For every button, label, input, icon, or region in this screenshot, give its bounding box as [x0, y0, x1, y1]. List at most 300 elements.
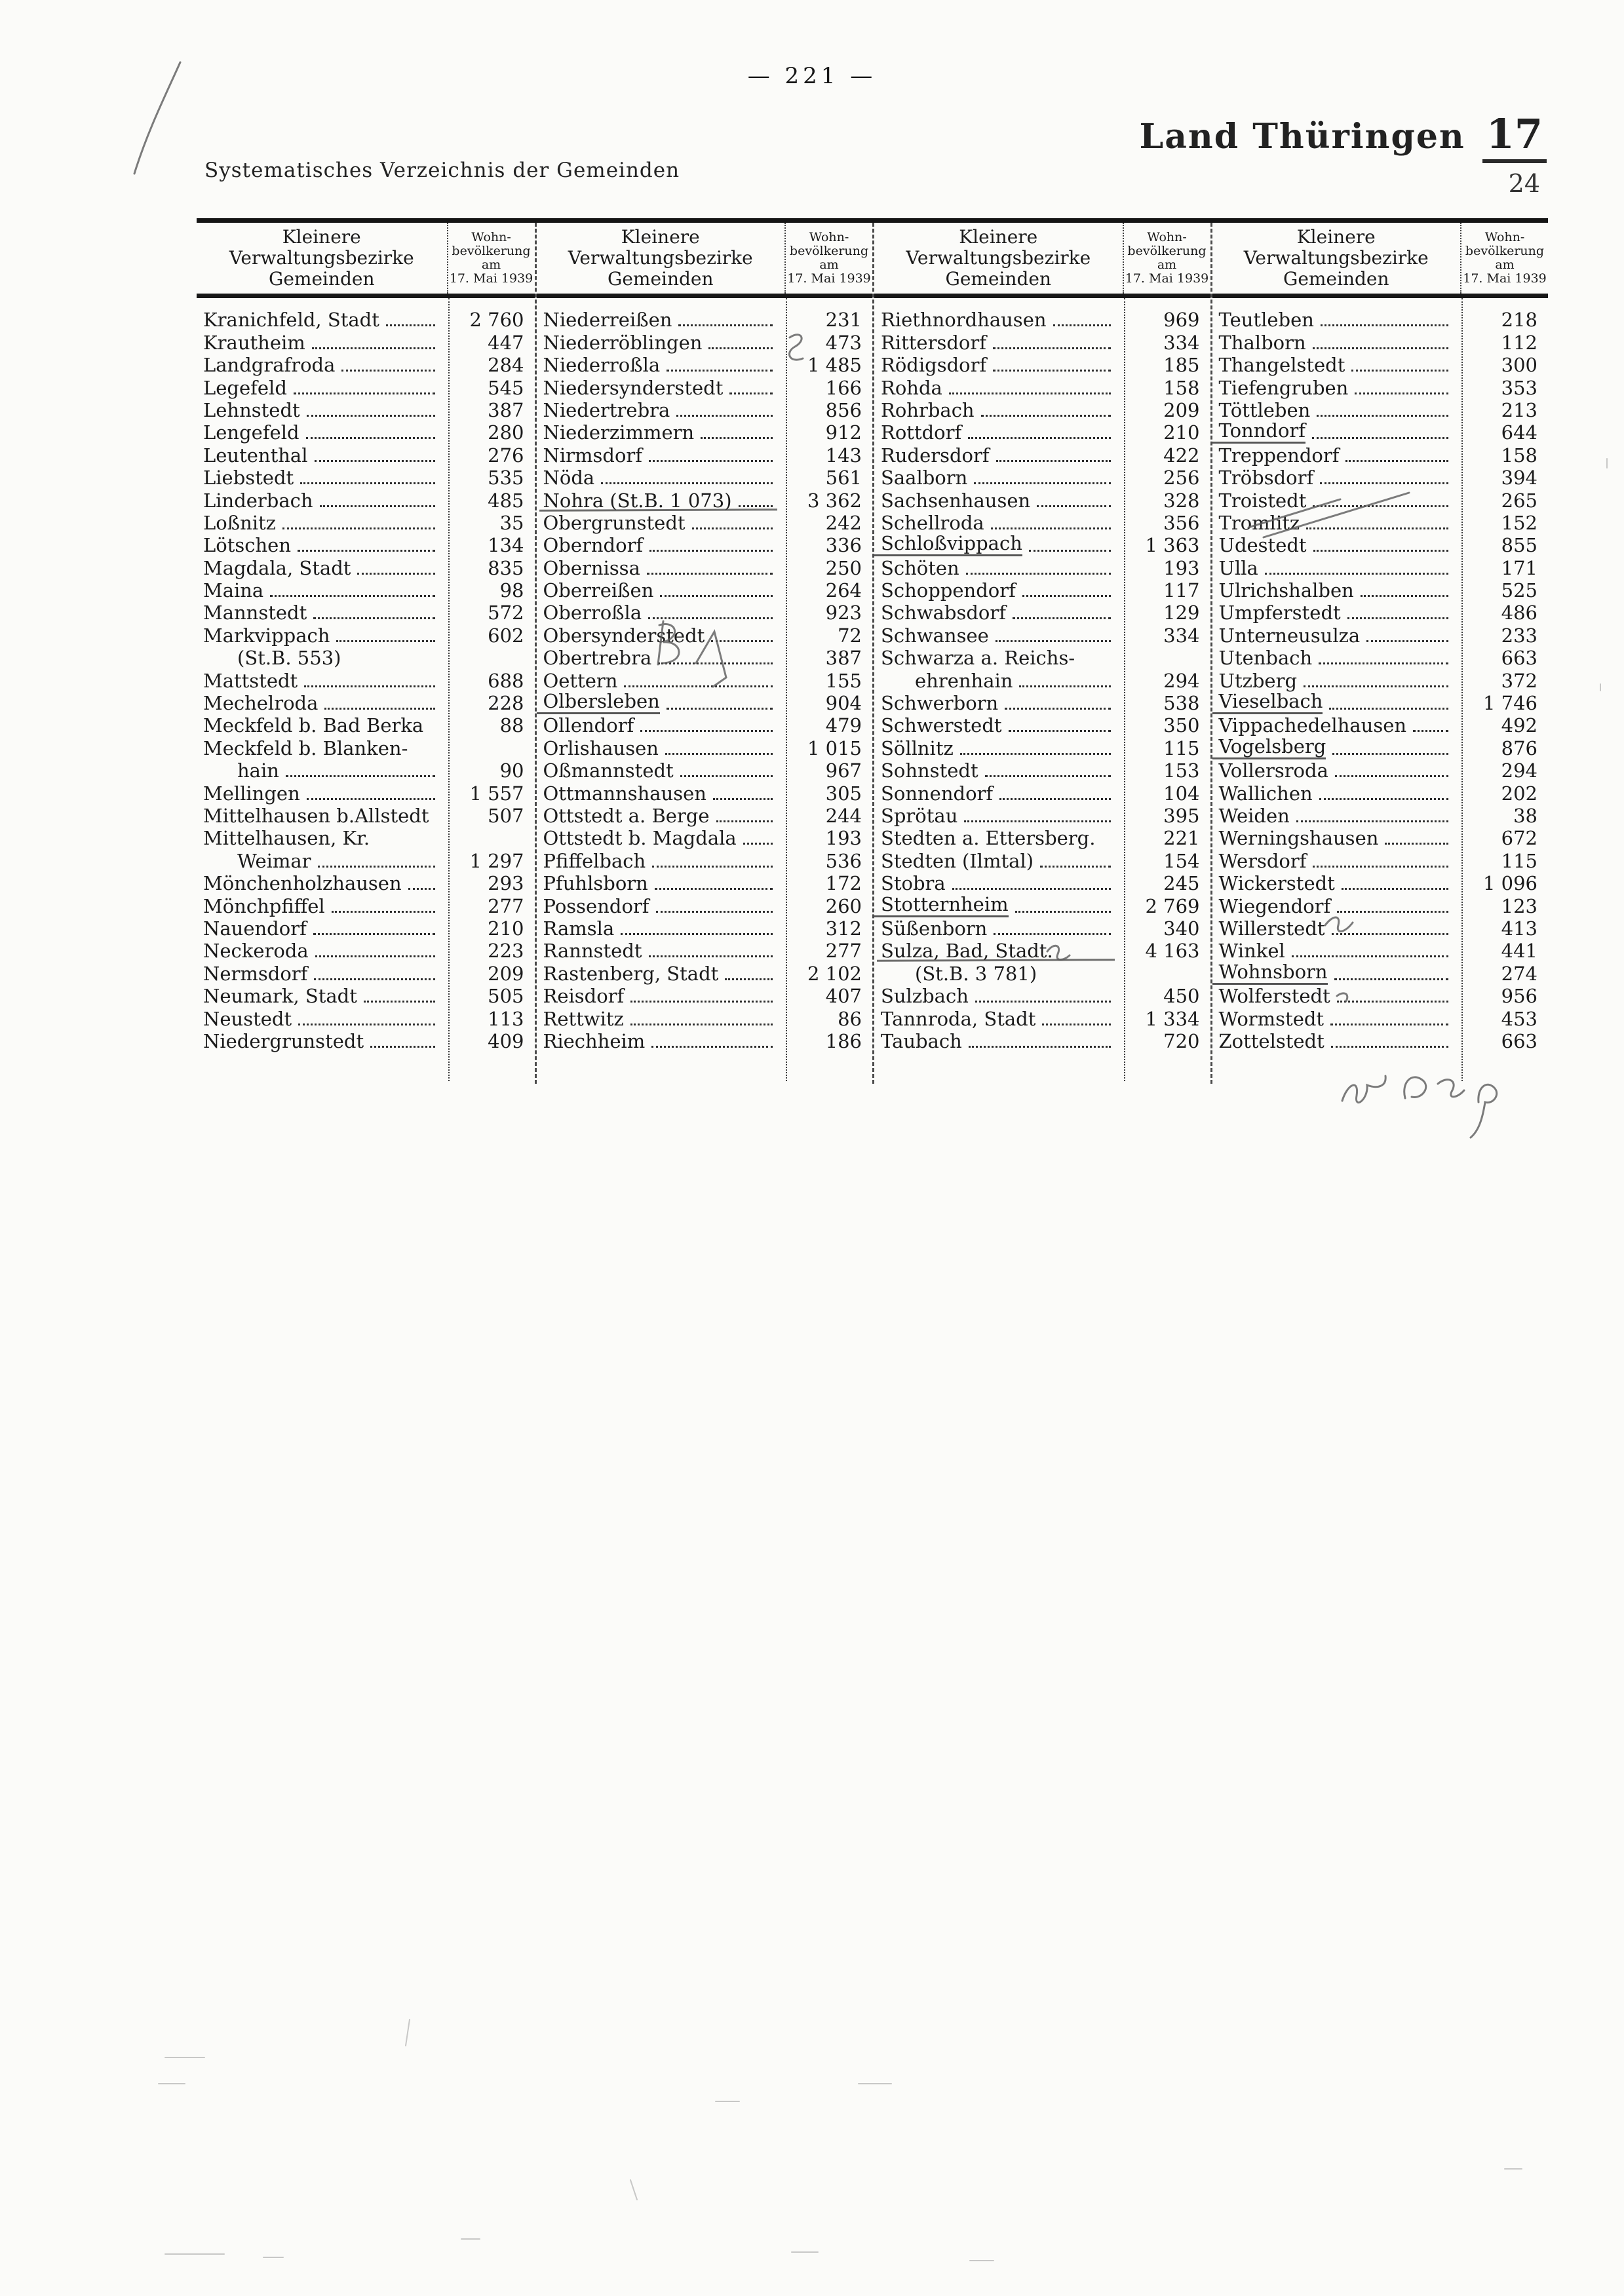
- dot-leader: [1337, 983, 1448, 1003]
- dot-leader: [711, 622, 773, 642]
- population-value: 525: [1501, 579, 1537, 602]
- population-value: 967: [825, 759, 862, 782]
- dot-leader: [960, 735, 1111, 755]
- population-value: 305: [825, 782, 862, 805]
- gemeinde-name: Weimar: [237, 849, 311, 872]
- gemeinde-name: Mönchpfiffel: [203, 894, 325, 917]
- dot-leader: [981, 397, 1111, 417]
- group-rows: [197, 298, 535, 1052]
- dot-leader: [1331, 1028, 1448, 1048]
- dot-leader: [1335, 757, 1448, 777]
- table-row: [1212, 624, 1549, 646]
- population-value: 129: [1163, 602, 1200, 624]
- gemeinde-name: Mechelroda: [203, 692, 319, 715]
- gemeinde-name: Winkel: [1218, 940, 1285, 963]
- dot-leader: [1330, 1006, 1448, 1025]
- gemeinde-name: Oberroßla: [543, 602, 642, 624]
- population-value: 904: [825, 692, 862, 715]
- dot-leader: [1313, 488, 1448, 507]
- population-value: 277: [488, 894, 524, 917]
- population-value: 602: [488, 624, 524, 647]
- dot-leader: [725, 961, 773, 980]
- gemeinde-name: Meckfeld b. Blanken-: [203, 737, 408, 759]
- table-row: [874, 872, 1210, 894]
- population-value: 294: [1501, 759, 1537, 782]
- header-line: bevölkerung: [789, 244, 869, 258]
- table-row: [197, 1007, 535, 1029]
- table-row: [197, 737, 535, 759]
- gemeinde-name: Magdala, Stadt: [203, 556, 351, 579]
- population-value: 453: [1501, 1007, 1537, 1030]
- gemeinde-name: Niedergrunstedt: [203, 1029, 364, 1052]
- table-row: [197, 444, 535, 466]
- dot-leader: [665, 735, 773, 755]
- gemeinde-name: Taubach: [881, 1029, 962, 1052]
- gemeinde-name: Pfiffelbach: [543, 849, 646, 872]
- gemeinde-name: Ottmannshausen: [543, 782, 706, 805]
- population-value: 394: [1501, 467, 1537, 489]
- scan-noise-4: [1600, 459, 1607, 691]
- gemeinde-name: Linderbach: [203, 489, 313, 512]
- table-row: [1212, 1030, 1549, 1052]
- dot-leader: [952, 870, 1111, 890]
- population-value: 328: [1163, 489, 1200, 512]
- population-value: 210: [1163, 421, 1200, 444]
- population-value: 38: [1513, 804, 1537, 827]
- table-row: [537, 669, 873, 691]
- table-row: [874, 421, 1210, 444]
- column-group-4: [1210, 223, 1549, 1084]
- dot-leader: [1313, 848, 1448, 868]
- dot-leader: [996, 442, 1111, 462]
- dot-leader: [1361, 577, 1448, 597]
- table-row: [197, 962, 535, 984]
- dot-leader: [678, 307, 773, 326]
- population-value: 193: [825, 827, 862, 850]
- gemeinde-name: Werningshausen: [1218, 827, 1379, 850]
- gemeinde-name: Tromlitz: [1218, 511, 1300, 534]
- header-gemeinden: [1212, 223, 1461, 294]
- gemeinde-name: Ottstedt b. Magdala: [543, 827, 737, 850]
- table-row: [197, 1030, 535, 1052]
- gemeinde-name: Mittelhausen b.Allstedt: [203, 804, 429, 827]
- dot-leader: [370, 1028, 435, 1048]
- dot-leader: [312, 330, 435, 349]
- table-row: [197, 872, 535, 894]
- population-value: 112: [1501, 331, 1537, 354]
- population-value: 172: [825, 872, 862, 895]
- gemeinde-name: Willerstedt: [1218, 917, 1325, 940]
- dot-leader: [1042, 1006, 1110, 1025]
- population-value: 185: [1163, 354, 1200, 377]
- gemeinde-name: Markvippach: [203, 624, 330, 647]
- table-row: [874, 1007, 1210, 1029]
- population-value: 256: [1163, 467, 1200, 489]
- table-row: [874, 534, 1210, 556]
- gemeinde-name: Mattstedt: [203, 669, 298, 692]
- dot-leader: [1345, 442, 1448, 462]
- dot-leader: [1347, 600, 1448, 619]
- table-row: [1212, 692, 1549, 714]
- dot-leader: [318, 848, 435, 868]
- header-line: bevölkerung: [1127, 244, 1207, 258]
- table-row: [1212, 1007, 1549, 1029]
- population-value: 395: [1163, 804, 1200, 827]
- population-value: 1 015: [807, 737, 862, 759]
- group-rows: [537, 298, 873, 1052]
- population-value: 90: [499, 759, 524, 782]
- table-row: [197, 669, 535, 691]
- gemeinde-name: Niederzimmern: [543, 421, 695, 444]
- header-line: Verwaltungsbezirke: [1243, 247, 1429, 269]
- population-value: 293: [488, 872, 524, 895]
- dot-leader: [658, 645, 773, 664]
- dot-leader: [1342, 870, 1448, 890]
- gemeinde-name: Lengefeld: [203, 421, 300, 444]
- dot-leader: [300, 465, 435, 484]
- gemeinde-name: Sulza, Bad, Stadt.: [881, 940, 1053, 963]
- dot-leader: [701, 419, 773, 439]
- table-row: [197, 309, 535, 331]
- table-row: [874, 985, 1210, 1007]
- table-row: [874, 647, 1210, 669]
- group-rows: [874, 298, 1210, 1052]
- table-row: [874, 849, 1210, 871]
- gemeinde-name: Lötschen: [203, 534, 292, 557]
- dot-leader: [324, 690, 435, 710]
- table-row: [197, 782, 535, 804]
- dot-leader: [1296, 803, 1448, 822]
- table-row: [1212, 399, 1549, 421]
- dot-leader: [1329, 690, 1448, 710]
- population-value: 312: [825, 917, 862, 940]
- gemeinde-name: Krautheim: [203, 331, 305, 354]
- gemeinde-name: Sonnendorf: [881, 782, 994, 805]
- table-row: [197, 849, 535, 871]
- header-line: Gemeinden: [945, 268, 1052, 290]
- population-value: 1 557: [469, 782, 524, 805]
- population-value: 3 362: [807, 489, 862, 512]
- table-row: [874, 602, 1210, 624]
- dot-leader: [1319, 645, 1448, 664]
- gemeinde-name: Olbersleben: [537, 691, 660, 714]
- gemeinde-name: Loßnitz: [203, 511, 276, 534]
- gemeinde-name: Vollersroda: [1218, 759, 1328, 782]
- dot-leader: [993, 352, 1110, 372]
- column-group-2: [535, 223, 873, 1084]
- population-value: 158: [1501, 444, 1537, 467]
- dot-leader: [994, 915, 1110, 935]
- gemeinde-name: Sulzbach: [881, 985, 969, 1008]
- population-value: 479: [825, 714, 862, 737]
- gemeinde-name: Possendorf: [543, 894, 649, 917]
- gemeinde-name: Reisdorf: [543, 985, 625, 1008]
- table-row: [537, 692, 873, 714]
- dot-leader: [1355, 375, 1448, 394]
- table-row: [874, 669, 1210, 691]
- header-line: Verwaltungsbezirke: [229, 247, 414, 269]
- dot-leader: [996, 622, 1111, 642]
- gemeinde-name: Schwabsdorf: [881, 602, 1006, 624]
- gemeinde-name: Mönchenholzhausen: [203, 872, 402, 895]
- header-line: Verwaltungsbezirke: [906, 247, 1091, 269]
- population-value: 486: [1501, 602, 1537, 624]
- population-value: 209: [488, 962, 524, 985]
- table-row: [874, 309, 1210, 331]
- table-row: [537, 512, 873, 534]
- population-value: 228: [488, 692, 524, 715]
- dot-leader: [649, 532, 773, 552]
- gemeinde-name: Schoppendorf: [881, 579, 1016, 602]
- table-row: [874, 894, 1210, 917]
- table-row: [1212, 827, 1549, 849]
- table-row: [537, 354, 873, 376]
- gemeinde-name: Lehnstedt: [203, 398, 300, 421]
- gemeinde-name: Schwerstedt: [881, 714, 1002, 737]
- table-row: [1212, 669, 1549, 691]
- population-value: 276: [488, 444, 524, 467]
- document-subtitle: Systematisches Verzeichnis der Gemeinden: [204, 159, 680, 182]
- population-value: 1 363: [1145, 534, 1200, 557]
- table-row: [537, 579, 873, 602]
- gemeinde-name: Troistedt: [1218, 489, 1307, 512]
- dot-leader: [315, 938, 435, 957]
- gemeinde-name: Rödigsdorf: [881, 354, 987, 377]
- dot-leader: [680, 757, 773, 777]
- population-value: 210: [488, 917, 524, 940]
- header-line: Wohn-: [1484, 230, 1525, 244]
- gemeinde-name: Neustedt: [203, 1007, 292, 1030]
- gemeinde-name: Niederreißen: [543, 309, 672, 332]
- population-value: 250: [825, 556, 862, 579]
- dot-leader: [652, 848, 773, 868]
- dot-leader: [656, 893, 773, 913]
- gemeinde-name: Rittersdorf: [881, 331, 986, 354]
- gemeinde-name: Nauendorf: [203, 917, 307, 940]
- dot-leader: [630, 1006, 773, 1025]
- table-row: [1212, 579, 1549, 602]
- table-row: [874, 782, 1210, 804]
- dot-leader: [991, 510, 1111, 529]
- header-line: bevölkerung: [452, 244, 531, 258]
- gemeinde-name: Orlishausen: [543, 737, 659, 759]
- gemeinde-name: Udestedt: [1218, 534, 1307, 557]
- dot-leader: [298, 1006, 435, 1025]
- population-value: 202: [1501, 782, 1537, 805]
- population-value: 1 334: [1145, 1007, 1200, 1030]
- gemeinde-name: Stotternheim: [874, 894, 1009, 917]
- gemeinde-name: Neckeroda: [203, 940, 309, 963]
- dot-leader: [601, 465, 773, 484]
- population-value: 221: [1163, 827, 1200, 850]
- dot-leader: [729, 375, 773, 394]
- dot-leader: [306, 419, 435, 439]
- gemeinde-name: Oettern: [543, 669, 618, 692]
- gemeinde-name: Weiden: [1218, 804, 1290, 827]
- population-value: 104: [1163, 782, 1200, 805]
- dot-leader: [1351, 352, 1448, 372]
- gemeinde-name: ehrenhain: [915, 669, 1013, 692]
- gemeinde-name: Söllnitz: [881, 737, 954, 759]
- dot-leader: [320, 488, 435, 507]
- dot-leader: [692, 510, 773, 529]
- population-value: 407: [825, 985, 862, 1008]
- gemeinde-name: Oßmannstedt: [543, 759, 674, 782]
- table-row: [197, 894, 535, 917]
- dot-leader: [975, 983, 1111, 1003]
- table-row: [874, 714, 1210, 737]
- population-value: 507: [488, 804, 524, 827]
- gemeinde-name: Rannstedt: [543, 940, 642, 963]
- table-row: [874, 692, 1210, 714]
- dot-leader: [270, 577, 435, 597]
- population-value: 1 746: [1482, 692, 1537, 715]
- table-row: [537, 985, 873, 1007]
- header-line: Wohn-: [471, 230, 511, 244]
- gemeinde-name: Wickerstedt: [1218, 872, 1335, 895]
- table-row: [197, 985, 535, 1007]
- table-row: [874, 737, 1210, 759]
- gemeinde-name: Maina: [203, 579, 264, 602]
- table-row: [874, 556, 1210, 579]
- gemeinde-name: Wiegendorf: [1218, 894, 1331, 917]
- dot-leader: [1317, 397, 1448, 417]
- gemeinde-name: Oberndorf: [543, 534, 644, 557]
- column-group-1: [197, 223, 535, 1084]
- table-row: [537, 467, 873, 489]
- dot-leader: [649, 442, 773, 462]
- table-row: [197, 602, 535, 624]
- population-value: 535: [488, 467, 524, 489]
- population-value: 372: [1501, 669, 1537, 692]
- dot-leader: [667, 690, 773, 710]
- table-row: [537, 782, 873, 804]
- table-row: [874, 354, 1210, 376]
- table-row: [1212, 759, 1549, 782]
- table-row: [1212, 917, 1549, 940]
- population-value: 35: [499, 511, 524, 534]
- table-row: [197, 421, 535, 444]
- population-value: 450: [1163, 985, 1200, 1008]
- dot-leader: [993, 330, 1111, 349]
- dot-leader: [286, 757, 435, 777]
- dot-leader: [651, 1028, 773, 1048]
- table-row: [1212, 512, 1549, 534]
- population-value: 231: [825, 309, 862, 332]
- dot-leader: [1040, 848, 1110, 868]
- dot-leader: [964, 803, 1110, 822]
- dot-leader: [1304, 668, 1448, 687]
- population-value: 152: [1501, 511, 1537, 534]
- gemeinde-name: Töttleben: [1218, 398, 1311, 421]
- dot-leader: [660, 577, 773, 597]
- population-value: 115: [1501, 849, 1537, 872]
- header-line: 17. Mai 1939: [449, 271, 533, 286]
- gemeinde-name: Süßenborn: [881, 917, 988, 940]
- dot-leader: [969, 1028, 1111, 1048]
- gemeinde-name: Rastenberg, Stadt: [543, 962, 719, 985]
- table-row: [197, 376, 535, 398]
- dot-leader: [1313, 532, 1448, 552]
- table-row: [197, 714, 535, 737]
- gemeinde-name: Rettwitz: [543, 1007, 624, 1030]
- dot-leader: [386, 307, 435, 326]
- gemeinde-name: (St.B. 3 781): [915, 962, 1037, 985]
- gemeinde-name: Obergrunstedt: [543, 511, 686, 534]
- dot-leader: [1385, 825, 1448, 845]
- population-value: 720: [1163, 1029, 1200, 1052]
- dot-leader: [655, 870, 773, 890]
- gemeinde-name: Thangelstedt: [1218, 354, 1345, 377]
- table-row: [1212, 421, 1549, 444]
- dot-leader: [282, 510, 435, 529]
- table-row: [197, 827, 535, 849]
- table-row: [874, 376, 1210, 398]
- table-row: [197, 512, 535, 534]
- gemeinde-name: Kranichfeld, Stadt: [203, 309, 379, 332]
- table-row: [537, 917, 873, 940]
- table-row: [537, 849, 873, 871]
- table-row: [537, 894, 873, 917]
- table-row: [537, 805, 873, 827]
- gemeinde-name: Zottelstedt: [1218, 1029, 1324, 1052]
- table-row: [874, 467, 1210, 489]
- dot-leader: [640, 712, 773, 732]
- table-row: [1212, 782, 1549, 804]
- gemeinde-name: Teutleben: [1218, 309, 1314, 332]
- dot-leader: [999, 780, 1110, 800]
- dot-leader: [1332, 735, 1448, 755]
- gemeinde-name: Leutenthal: [203, 444, 308, 467]
- dot-leader: [1019, 668, 1110, 687]
- population-value: 300: [1501, 354, 1537, 377]
- table-row: [874, 962, 1210, 984]
- population-value: 274: [1501, 962, 1537, 985]
- population-value: 213: [1501, 398, 1537, 421]
- gemeinde-name: Wallichen: [1218, 782, 1313, 805]
- table-row: [537, 647, 873, 669]
- population-value: 117: [1163, 579, 1200, 602]
- table-row: [1212, 805, 1549, 827]
- population-value: 688: [488, 669, 524, 692]
- population-value: 447: [488, 331, 524, 354]
- population-value: 663: [1501, 1029, 1537, 1052]
- population-value: 1 485: [807, 354, 862, 377]
- gemeinde-name: Rottdorf: [881, 421, 962, 444]
- dot-leader: [1320, 465, 1448, 484]
- gemeinde-name: Sprötau: [881, 804, 958, 827]
- dot-leader: [974, 465, 1110, 484]
- table-row: [537, 556, 873, 579]
- gemeinde-name: (St.B. 553): [237, 647, 341, 670]
- population-value: 280: [488, 421, 524, 444]
- group-header: [537, 223, 873, 298]
- population-value: 2 102: [807, 962, 862, 985]
- header-gemeinden: [197, 223, 447, 294]
- gemeinde-name: Oberreißen: [543, 579, 654, 602]
- population-value: 835: [488, 556, 524, 579]
- table-row: [1212, 940, 1549, 962]
- gemeinde-name: Umpferstedt: [1218, 602, 1341, 624]
- dot-leader: [1037, 488, 1110, 507]
- pencil-scribble-bottom: [1342, 1076, 1497, 1138]
- population-value: 505: [488, 985, 524, 1008]
- dot-leader: [621, 915, 773, 935]
- gemeinde-name: Mellingen: [203, 782, 300, 805]
- table-row: [537, 309, 873, 331]
- table-row: [874, 399, 1210, 421]
- population-value: 876: [1501, 737, 1537, 759]
